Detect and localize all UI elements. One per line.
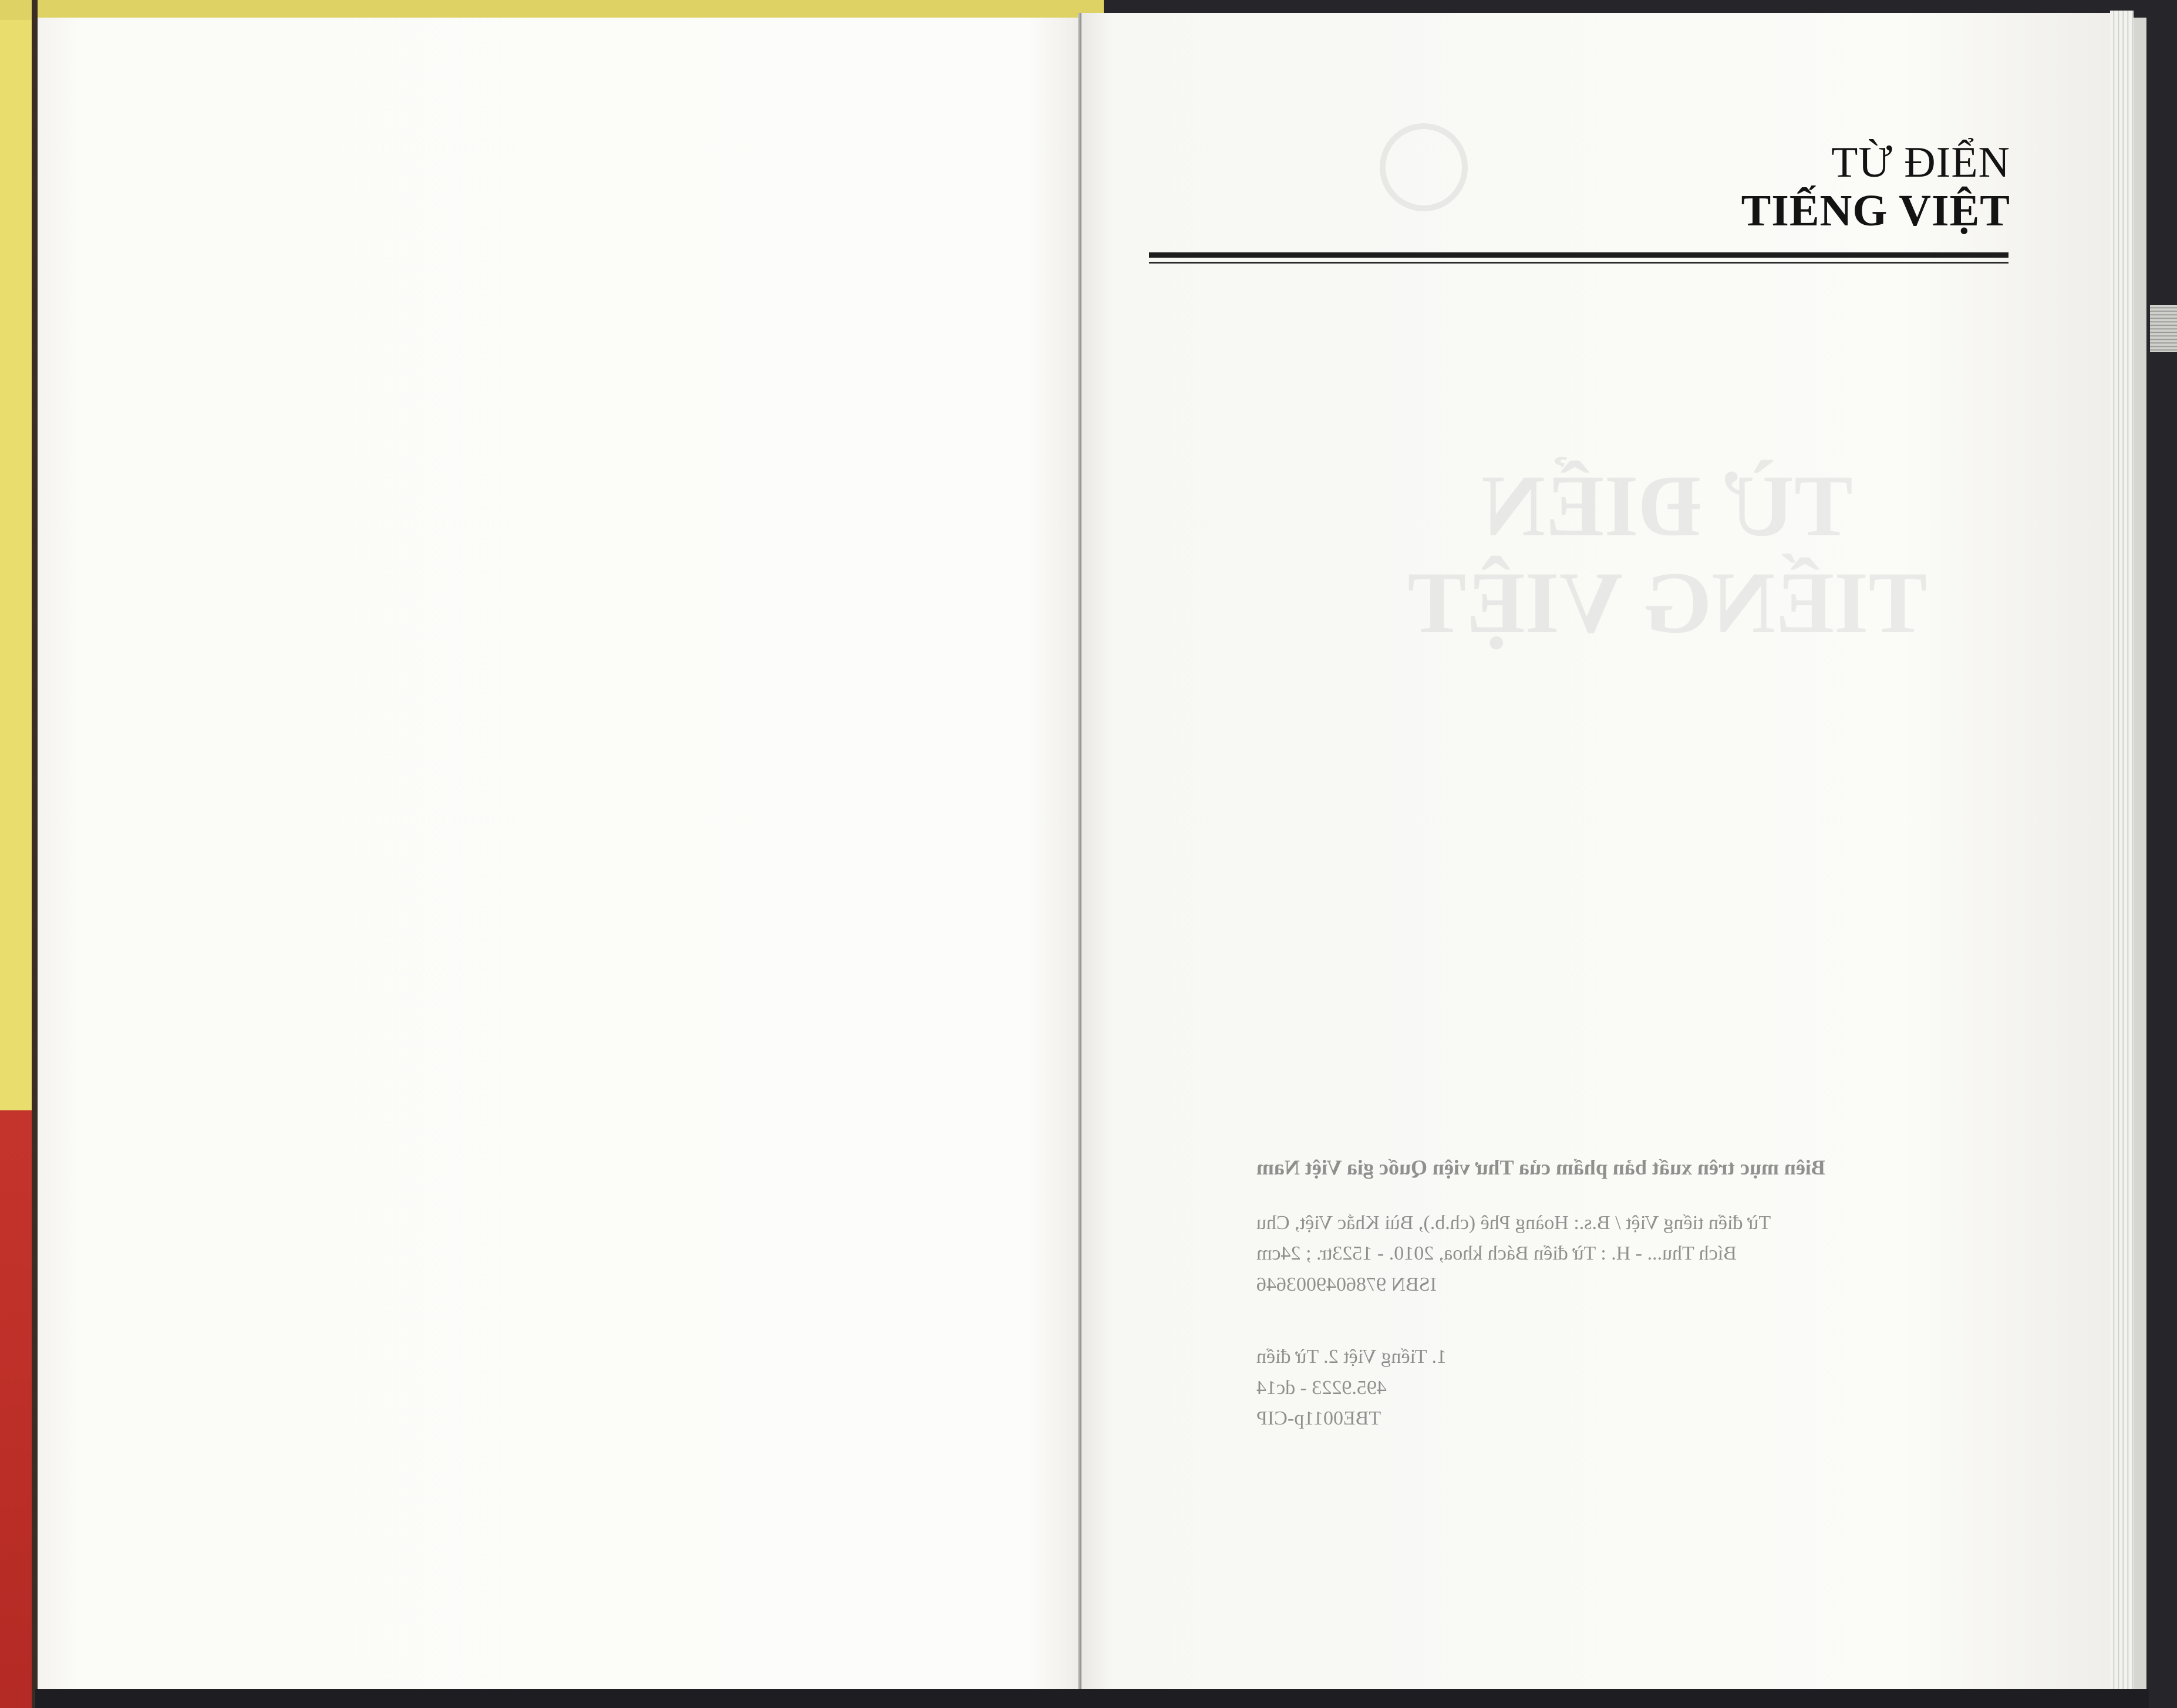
cip-line: Từ điển tiếng Việt / B.s.: Hoàng Phê (ch.b.), Bùi Khắc Việt, Chu	[1256, 1211, 1771, 1234]
left-page	[38, 18, 1080, 1693]
page-stack-end	[2134, 18, 2146, 1696]
title-rule-thick	[1149, 252, 2008, 258]
show-through-title	[1386, 458, 1949, 652]
title-rule-thin	[1149, 262, 2008, 264]
cip-line: 495.9223 - dc14	[1256, 1376, 1387, 1399]
right-page	[1081, 13, 2110, 1692]
cip-line: 1. Tiếng Việt 2. Từ điển	[1256, 1345, 1447, 1368]
spine-edge	[32, 0, 38, 1708]
show-through-cip-block	[1256, 1152, 2020, 1434]
title-line-2: TIẾNG VIỆT	[1741, 185, 2010, 235]
cip-line: Bích Thu... - H. : Từ điển Bách khoa, 2010. - 1523tr. ; 24cm	[1256, 1243, 1737, 1265]
title-line-1: TỪ ĐIỂN	[1831, 139, 2010, 187]
cip-heading: Biên mục trên xuất bản phẩm của Thư viện Quốc gia Việt Nam	[1256, 1156, 1826, 1179]
cover-top-edge	[0, 0, 1104, 20]
cip-line: ISBN 9786049003646	[1256, 1274, 1437, 1296]
cip-line: TBE0011p-CIP	[1256, 1407, 1381, 1430]
show-through-title-text: TỪ ĐIỂN TIẾNG VIỆT	[1407, 457, 1927, 652]
page-stack-edge	[2110, 11, 2134, 1695]
bottom-shadow	[35, 1689, 2149, 1708]
show-through-logo	[1380, 123, 1468, 211]
index-tab	[2150, 305, 2177, 352]
show-through-cip	[1256, 1152, 2020, 1434]
half-title	[1741, 140, 2010, 235]
